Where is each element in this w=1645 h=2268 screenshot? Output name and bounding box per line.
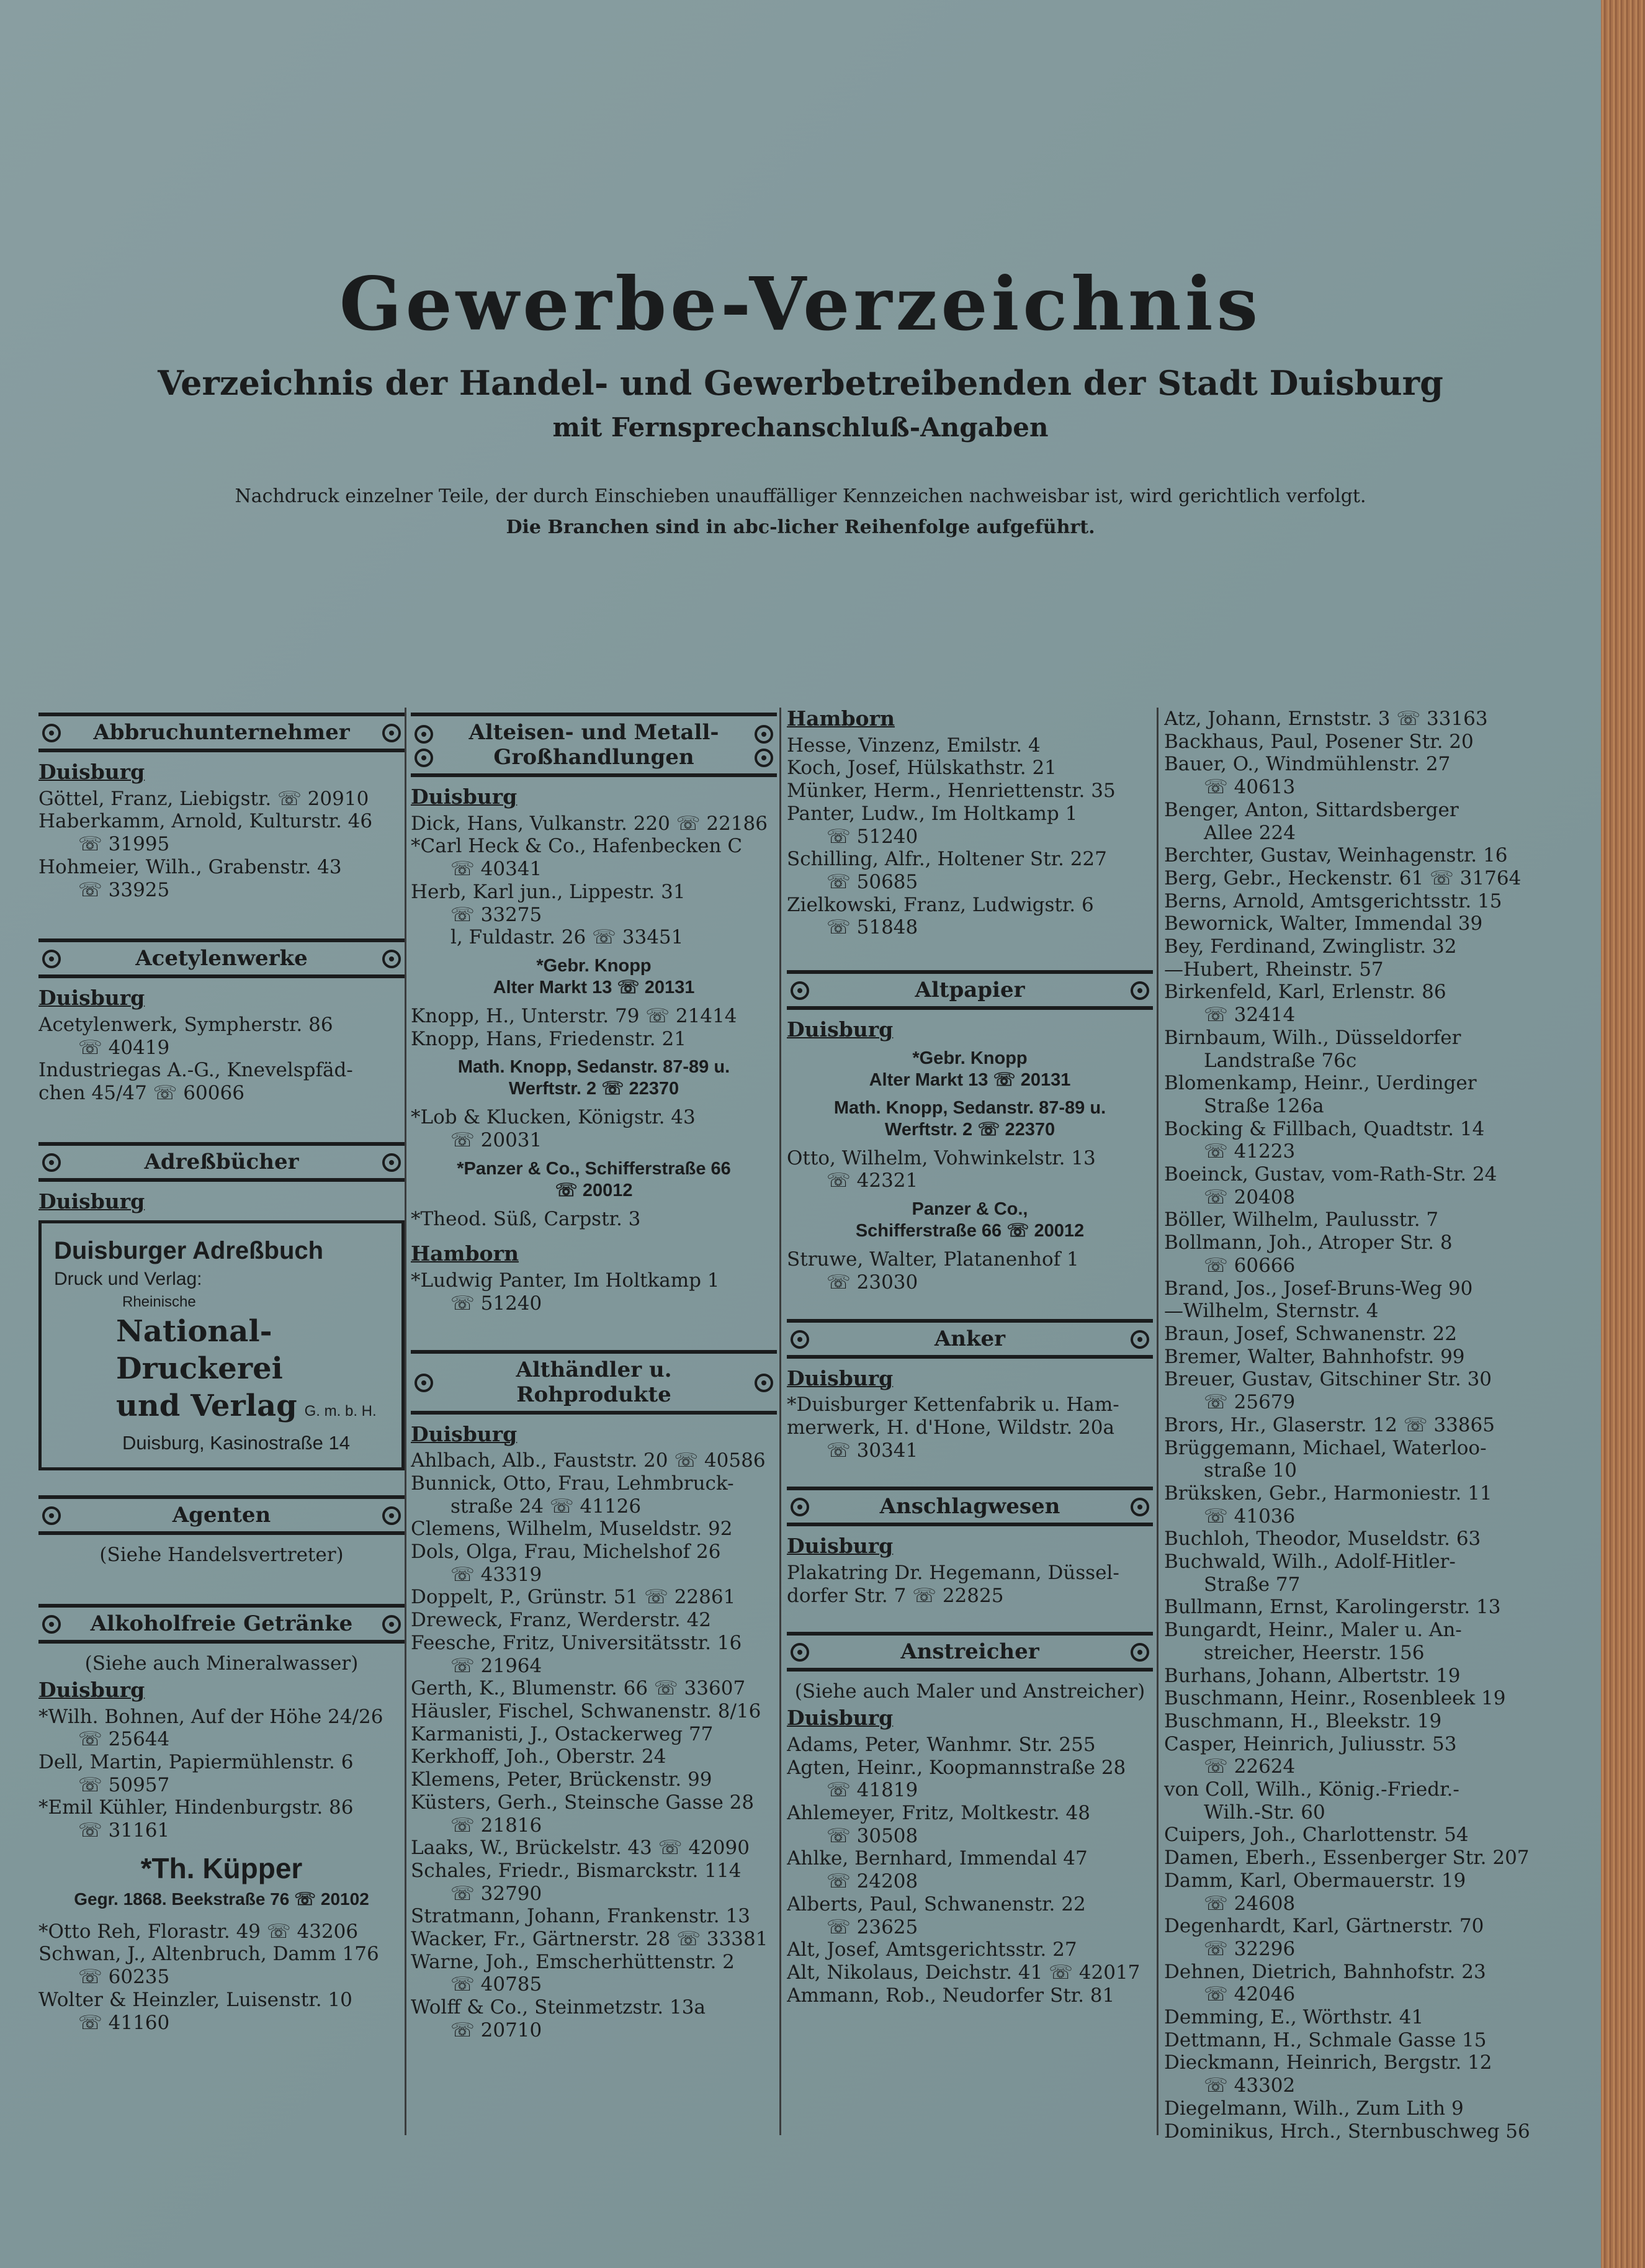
list-item: Dettmann, H., Schmale Gasse 15 xyxy=(1164,2028,1487,2051)
list-item: Allee 224 xyxy=(1204,821,1296,844)
list-item: Brüggemann, Michael, Waterloo- xyxy=(1164,1436,1487,1459)
ornament-icon xyxy=(415,749,433,767)
ad-line: Math. Knopp, Sedanstr. 87-89 u. xyxy=(457,1057,730,1078)
category-heading xyxy=(38,938,405,978)
list-item: ☏ 40419 xyxy=(78,1036,170,1059)
list-item: ☏ 41223 xyxy=(1204,1140,1296,1163)
list-item: chen 45/47 ☏ 60066 xyxy=(38,1082,244,1105)
list-item: Cuipers, Joh., Charlottenstr. 54 xyxy=(1164,1824,1469,1847)
list-item: Schilling, Alfr., Holtener Str. 227 xyxy=(787,848,1107,871)
list-item: ☏ 32414 xyxy=(1204,1004,1296,1027)
list-item: streicher, Heerstr. 156 xyxy=(1204,1641,1425,1664)
list-item: ☏ 51240 xyxy=(450,1292,542,1315)
list-item: Herb, Karl jun., Lippestr. 31 xyxy=(411,880,686,903)
list-item: Ahlbach, Alb., Fauststr. 20 ☏ 40586 xyxy=(411,1449,766,1472)
order-notice: Die Branchen sind in abc-licher Reihenfolge aufgeführt. xyxy=(506,516,1095,538)
list-item: Laaks, W., Brückelstr. 43 ☏ 42090 xyxy=(411,1837,750,1860)
list-item: Struwe, Walter, Platanenhof 1 xyxy=(787,1248,1079,1271)
list-item: ☏ 51240 xyxy=(827,825,918,848)
ornament-icon xyxy=(1131,1498,1149,1516)
list-item: Benger, Anton, Sittardsberger xyxy=(1164,798,1459,821)
list-item: Böller, Wilhelm, Paulusstr. 7 xyxy=(1164,1208,1439,1231)
list-item: Knopp, Hans, Friedenstr. 21 xyxy=(411,1027,686,1050)
list-item: Koch, Josef, Hülskathstr. 21 xyxy=(787,757,1057,780)
ornament-icon xyxy=(415,1374,433,1392)
ornament-icon xyxy=(382,1153,401,1172)
category-title: Anstreicher xyxy=(900,1639,1039,1665)
ornament-icon xyxy=(382,724,401,742)
list-item: Ammann, Rob., Neudorfer Str. 81 xyxy=(787,1984,1115,2007)
column-2 xyxy=(411,708,777,2042)
list-item: ☏ 50685 xyxy=(827,870,918,893)
category-heading xyxy=(411,1350,777,1415)
list-item: Dreweck, Franz, Werderstr. 42 xyxy=(411,1609,712,1632)
ad-line: *Panzer & Co., Schifferstraße 66 xyxy=(457,1158,731,1179)
list-item: Kerkhoff, Joh., Oberstr. 24 xyxy=(411,1745,666,1768)
list-item: ☏ 43319 xyxy=(450,1563,542,1586)
city-heading: Duisburg xyxy=(38,1677,145,1702)
copyright-notice: Nachdruck einzelner Teile, der durch Einschieben unauffälliger Kennzeichen nachweisbar ist, wird gerichtlich verfolgt. xyxy=(235,485,1366,507)
list-item: Feesche, Fritz, Universitätsstr. 16 xyxy=(411,1631,742,1654)
advertisement xyxy=(787,1097,1153,1141)
list-item: Bewornick, Walter, Immendal 39 xyxy=(1164,912,1483,935)
ad-line: Rheinische xyxy=(122,1294,196,1311)
page-subtitle-2: mit Fernsprechanschluß-Angaben xyxy=(552,412,1049,443)
list-item: *Wilh. Bohnen, Auf der Höhe 24/26 xyxy=(38,1705,383,1728)
list-item: ☏ 20031 xyxy=(450,1129,542,1152)
ad-line: Panzer & Co., xyxy=(912,1199,1028,1220)
ad-line: Druck und Verlag: xyxy=(54,1269,202,1290)
ornament-icon xyxy=(42,1153,61,1172)
list-item: *Lob & Klucken, Königstr. 43 xyxy=(411,1106,696,1129)
list-item: Braun, Josef, Schwanenstr. 22 xyxy=(1164,1322,1457,1345)
category-title: Alkoholfreie Getränke xyxy=(90,1611,353,1637)
column-divider xyxy=(779,708,781,2135)
category-heading xyxy=(787,1632,1153,1672)
ad-line: Alter Markt 13 ☏ 20131 xyxy=(869,1069,1071,1090)
list-item: Brand, Jos., Josef-Bruns-Weg 90 xyxy=(1164,1277,1473,1300)
list-item: Industriegas A.-G., Knevelspfäd- xyxy=(38,1059,353,1082)
list-item: *Ludwig Panter, Im Holtkamp 1 xyxy=(411,1269,720,1292)
ornament-icon xyxy=(791,981,809,1000)
list-item: Alt, Josef, Amtsgerichtsstr. 27 xyxy=(787,1938,1077,1961)
list-item: Panter, Ludw., Im Holtkamp 1 xyxy=(787,802,1078,825)
list-item: Burhans, Johann, Albertstr. 19 xyxy=(1164,1664,1461,1687)
category-heading xyxy=(787,970,1153,1010)
city-heading: Hamborn xyxy=(411,1241,519,1266)
list-item: Casper, Heinrich, Juliusstr. 53 xyxy=(1164,1732,1457,1755)
list-item: Zielkowski, Franz, Ludwigstr. 6 xyxy=(787,893,1094,916)
list-item: Buschmann, H., Bleekstr. 19 xyxy=(1164,1709,1442,1732)
list-item: Knopp, H., Unterstr. 79 ☏ 21414 xyxy=(411,1004,737,1027)
list-item: von Coll, Wilh., König.-Friedr.- xyxy=(1164,1778,1459,1801)
list-item: Birnbaum, Wilh., Düsseldorfer xyxy=(1164,1026,1461,1049)
advertisement xyxy=(411,1056,777,1100)
list-item: Bullmann, Ernst, Karolingerstr. 13 xyxy=(1164,1596,1501,1619)
ornament-icon xyxy=(1131,1643,1149,1662)
page-title: Gewerbe-Verzeichnis xyxy=(339,261,1262,347)
list-item: Damen, Eberh., Essenberger Str. 207 xyxy=(1164,1847,1530,1870)
list-item: ☏ 42321 xyxy=(827,1169,918,1192)
list-item: Schwan, J., Altenbruch, Damm 176 xyxy=(38,1943,379,1966)
list-item: Agten, Heinr., Koopmannstraße 28 xyxy=(787,1756,1126,1779)
list-item: Ahlke, Bernhard, Immendal 47 xyxy=(787,1847,1088,1870)
list-item: Acetylenwerk, Sympherstr. 86 xyxy=(38,1013,333,1036)
list-item: ☏ 31161 xyxy=(78,1819,170,1842)
list-item: ☏ 40613 xyxy=(1204,776,1296,799)
list-item: Bey, Ferdinand, Zwinglistr. 32 xyxy=(1164,935,1457,958)
list-item: Demming, E., Wörthstr. 41 xyxy=(1164,2006,1424,2029)
list-item: ☏ 60235 xyxy=(78,1966,170,1989)
category-heading xyxy=(411,713,777,777)
category-heading xyxy=(38,1495,405,1535)
list-item: Doppelt, P., Grünstr. 51 ☏ 22861 xyxy=(411,1586,736,1609)
list-item: merwerk, H. d'Hone, Wildstr. 20a xyxy=(787,1416,1114,1439)
ornament-icon xyxy=(1131,1330,1149,1349)
list-item: Bunnick, Otto, Frau, Lehmbruck- xyxy=(411,1472,734,1495)
list-item: ☏ 31995 xyxy=(78,833,170,856)
list-item: ☏ 32790 xyxy=(450,1882,542,1905)
category-title: Acetylenwerke xyxy=(135,946,308,971)
list-item: *Otto Reh, Florastr. 49 ☏ 43206 xyxy=(38,1920,359,1943)
ad-line: *Gebr. Knopp xyxy=(912,1048,1028,1068)
ad-line: Werftstr. 2 ☏ 22370 xyxy=(884,1119,1056,1140)
category-title: Altpapier xyxy=(915,978,1025,1003)
list-item: ☏ 30508 xyxy=(827,1824,918,1847)
list-item: Wolff & Co., Steinmetzstr. 13a xyxy=(411,1996,706,2019)
list-item: Atz, Johann, Ernststr. 3 ☏ 33163 xyxy=(1164,708,1488,730)
ad-line: ☏ 20012 xyxy=(555,1180,633,1200)
column-1 xyxy=(38,708,405,2034)
city-heading: Duisburg xyxy=(38,986,145,1010)
list-item: dorfer Str. 7 ☏ 22825 xyxy=(787,1584,1004,1607)
list-item: Alberts, Paul, Schwanenstr. 22 xyxy=(787,1892,1086,1915)
list-item: *Carl Heck & Co., Hafenbecken C xyxy=(411,835,743,858)
advertisement-name: *Th. Küpper xyxy=(140,1852,303,1884)
list-item: ☏ 60666 xyxy=(1204,1254,1296,1277)
list-item: Bocking & Fillbach, Quadtstr. 14 xyxy=(1164,1117,1485,1140)
list-item: Straße 126a xyxy=(1204,1094,1324,1117)
list-item: Birkenfeld, Karl, Erlenstr. 86 xyxy=(1164,981,1446,1004)
list-item: Bollmann, Joh., Atroper Str. 8 xyxy=(1164,1231,1453,1254)
list-item: Dehnen, Dietrich, Bahnhofstr. 23 xyxy=(1164,1960,1486,1983)
column-divider xyxy=(405,708,406,2135)
category-heading xyxy=(38,1142,405,1182)
list-item: ☏ 25644 xyxy=(78,1728,170,1751)
list-item: Karmanisti, J., Ostackerweg 77 xyxy=(411,1722,714,1745)
column-3 xyxy=(787,708,1153,2007)
list-item: Blomenkamp, Heinr., Uerdinger xyxy=(1164,1072,1477,1095)
list-item: ☏ 32296 xyxy=(1204,1937,1296,1960)
city-heading: Duisburg xyxy=(411,785,518,809)
cross-reference: (Siehe Handelsvertreter) xyxy=(99,1544,344,1567)
list-item: —Hubert, Rheinstr. 57 xyxy=(1164,958,1384,981)
list-item: Klemens, Peter, Brückenstr. 99 xyxy=(411,1768,712,1791)
list-item: Dieckmann, Heinrich, Bergstr. 12 xyxy=(1164,2051,1492,2074)
list-item: Warne, Joh., Emscherhüttenstr. 2 xyxy=(411,1950,735,1973)
list-item: ☏ 25679 xyxy=(1204,1391,1296,1414)
column-divider xyxy=(1157,708,1159,2135)
ornament-icon xyxy=(1131,981,1149,1000)
ad-line: *Gebr. Knopp xyxy=(536,955,652,976)
list-item: Wilh.-Str. 60 xyxy=(1204,1801,1325,1824)
category-title: Abbruchunternehmer xyxy=(93,720,350,745)
cross-reference: (Siehe auch Mineralwasser) xyxy=(84,1652,359,1675)
category-title: Adreßbücher xyxy=(144,1149,299,1174)
city-heading: Duisburg xyxy=(38,1189,145,1213)
list-item: Schales, Friedr., Bismarckstr. 114 xyxy=(411,1859,742,1882)
list-item: ☏ 23625 xyxy=(827,1915,918,1938)
city-heading: Duisburg xyxy=(787,1017,894,1042)
list-item: Hesse, Vinzenz, Emilstr. 4 xyxy=(787,734,1041,757)
list-item: ☏ 22624 xyxy=(1204,1755,1296,1778)
ornament-icon xyxy=(42,950,61,968)
list-item: Göttel, Franz, Liebigstr. ☏ 20910 xyxy=(38,787,369,810)
ad-line: Math. Knopp, Sedanstr. 87-89 u. xyxy=(833,1097,1106,1118)
list-item: ☏ 20710 xyxy=(450,2018,542,2041)
list-item: Backhaus, Paul, Posener Str. 20 xyxy=(1164,730,1474,753)
category-title: Alteisen- und Metall- xyxy=(468,720,719,745)
book-page-edge xyxy=(1601,0,1645,2268)
list-item: Dominikus, Hrch., Sternbuschweg 56 xyxy=(1164,2120,1530,2143)
list-item: Haberkamm, Arnold, Kulturstr. 46 xyxy=(38,810,373,833)
category-heading xyxy=(787,1319,1153,1359)
list-item: Bremer, Walter, Bahnhofstr. 99 xyxy=(1164,1345,1465,1368)
list-item: ☏ 41160 xyxy=(78,2011,170,2034)
list-item: Wolter & Heinzler, Luisenstr. 10 xyxy=(38,1988,352,2011)
page-subtitle: Verzeichnis der Handel- und Gewerbetreibenden der Stadt Duisburg xyxy=(158,363,1443,403)
column-4 xyxy=(1164,708,1586,2143)
ad-address: Duisburg, Kasinostraße 14 xyxy=(122,1432,351,1454)
list-item: Clemens, Wilhelm, Museldstr. 92 xyxy=(411,1518,733,1541)
list-item: ☏ 50957 xyxy=(78,1773,170,1796)
list-item: Münker, Herm., Henriettenstr. 35 xyxy=(787,780,1116,803)
ad-company: National-Druckerei xyxy=(116,1314,283,1387)
advertisement xyxy=(787,1048,1153,1091)
list-item: Adams, Peter, Wanhmr. Str. 255 xyxy=(787,1733,1096,1756)
advertisement-box xyxy=(38,1220,405,1470)
ornament-icon xyxy=(382,950,401,968)
ornament-icon xyxy=(42,1615,61,1634)
list-item: Brors, Hr., Glaserstr. 12 ☏ 33865 xyxy=(1164,1413,1495,1436)
list-item: *Theod. Süß, Carpstr. 3 xyxy=(411,1207,641,1230)
list-item: ☏ 40341 xyxy=(450,858,542,881)
category-title: Althändler u. Rohprodukte xyxy=(516,1357,672,1407)
list-item: ☏ 23030 xyxy=(827,1271,918,1294)
ad-company xyxy=(54,1387,389,1430)
list-item: Damm, Karl, Obermauerstr. 19 xyxy=(1164,1869,1466,1892)
list-item: Berg, Gebr., Heckenstr. 61 ☏ 31764 xyxy=(1164,866,1522,889)
ornament-icon xyxy=(42,724,61,742)
ornament-icon xyxy=(791,1643,809,1662)
ornament-icon xyxy=(755,1374,773,1392)
city-heading: Duisburg xyxy=(787,1706,894,1730)
list-item: Dick, Hans, Vulkanstr. 220 ☏ 22186 xyxy=(411,812,768,835)
ad-title: Duisburger Adreßbuch xyxy=(54,1237,324,1265)
ornament-icon xyxy=(415,725,433,744)
ornament-icon xyxy=(382,1506,401,1525)
list-item: Boeinck, Gustav, vom-Rath-Str. 24 xyxy=(1164,1163,1497,1186)
advertisement xyxy=(411,955,777,999)
list-item: Buchloh, Theodor, Museldstr. 63 xyxy=(1164,1528,1481,1550)
list-item: straße 24 ☏ 41126 xyxy=(450,1495,642,1518)
category-heading xyxy=(787,1487,1153,1526)
list-item: ☏ 20408 xyxy=(1204,1186,1296,1208)
list-item: Plakatring Dr. Hegemann, Düssel- xyxy=(787,1562,1119,1585)
list-item: Dols, Olga, Frau, Michelshof 26 xyxy=(411,1541,721,1564)
ad-line: Alter Markt 13 ☏ 20131 xyxy=(493,977,695,997)
advertisement-details: Gegr. 1868. Beekstraße 76 ☏ 20102 xyxy=(74,1889,369,1909)
list-item: Breuer, Gustav, Gitschiner Str. 30 xyxy=(1164,1368,1492,1391)
list-item: ☏ 30341 xyxy=(827,1439,918,1462)
list-item: ☏ 24608 xyxy=(1204,1892,1296,1915)
city-heading: Duisburg xyxy=(787,1366,894,1390)
list-item: straße 10 xyxy=(1204,1459,1298,1482)
header xyxy=(0,261,1601,541)
list-item: Bauer, O., Windmühlenstr. 27 xyxy=(1164,753,1451,776)
ad-company-suffix: G. m. b. H. xyxy=(304,1403,377,1420)
list-item: —Wilhelm, Sternstr. 4 xyxy=(1164,1300,1379,1323)
list-item: ☏ 41819 xyxy=(827,1779,918,1802)
list-item: *Emil Kühler, Hindenburgstr. 86 xyxy=(38,1796,354,1819)
ornament-icon xyxy=(42,1506,61,1525)
list-item: Wacker, Fr., Gärtnerstr. 28 ☏ 33381 xyxy=(411,1928,768,1951)
list-item: *Duisburger Kettenfabrik u. Ham- xyxy=(787,1393,1119,1416)
list-item: ☏ 43302 xyxy=(1204,2074,1296,2097)
category-title: Anker xyxy=(934,1326,1006,1351)
list-item: Brüksken, Gebr., Harmoniestr. 11 xyxy=(1164,1482,1492,1505)
category-title: Agenten xyxy=(172,1503,271,1528)
city-heading: Duisburg xyxy=(411,1421,518,1446)
list-item: Buschmann, Heinr., Rosenbleek 19 xyxy=(1164,1687,1506,1710)
list-item: ☏ 33275 xyxy=(450,903,542,926)
list-item: Otto, Wilhelm, Vohwinkelstr. 13 xyxy=(787,1146,1096,1169)
list-item: ☏ 21964 xyxy=(450,1654,542,1677)
list-item: Berns, Arnold, Amtsgerichtsstr. 15 xyxy=(1164,889,1502,912)
ad-line: Werftstr. 2 ☏ 22370 xyxy=(508,1079,679,1099)
list-item: ☏ 33925 xyxy=(78,878,170,901)
list-item: Landstraße 76c xyxy=(1204,1049,1357,1072)
list-item: ☏ 24208 xyxy=(827,1870,918,1893)
category-title: Anschlagwesen xyxy=(879,1494,1060,1519)
list-item: Diegelmann, Wilh., Zum Lith 9 xyxy=(1164,2097,1464,2120)
ornament-icon xyxy=(382,1615,401,1634)
list-item: ☏ 51848 xyxy=(827,916,918,939)
ornament-icon xyxy=(791,1330,809,1349)
city-heading: Hamborn xyxy=(787,706,895,731)
city-heading: Duisburg xyxy=(38,760,145,784)
ornament-icon xyxy=(791,1498,809,1516)
list-item: Küsters, Gerh., Steinsche Gasse 28 xyxy=(411,1791,755,1814)
list-item: Degenhardt, Karl, Gärtnerstr. 70 xyxy=(1164,1915,1484,1938)
list-item: ☏ 41036 xyxy=(1204,1505,1296,1528)
advertisement xyxy=(411,1158,777,1202)
list-item: ☏ 40785 xyxy=(450,1973,542,1996)
category-heading xyxy=(38,1604,405,1644)
list-item: Alt, Nikolaus, Deichstr. 41 ☏ 42017 xyxy=(787,1961,1141,1984)
city-heading: Duisburg xyxy=(787,1534,894,1559)
list-item: Stratmann, Johann, Frankenstr. 13 xyxy=(411,1905,750,1928)
list-item: Berchter, Gustav, Weinhagenstr. 16 xyxy=(1164,844,1508,867)
list-item: Straße 77 xyxy=(1204,1573,1301,1596)
list-item: Dell, Martin, Papiermühlenstr. 6 xyxy=(38,1750,354,1773)
ornament-icon xyxy=(755,725,773,744)
ornament-icon xyxy=(755,749,773,767)
list-item: l, Fuldastr. 26 ☏ 33451 xyxy=(450,926,684,949)
list-item: Buchwald, Wilh., Adolf-Hitler- xyxy=(1164,1550,1456,1573)
cross-reference: (Siehe auch Maler und Anstreicher) xyxy=(794,1680,1145,1703)
list-item: Gerth, K., Blumenstr. 66 ☏ 33607 xyxy=(411,1677,746,1700)
list-item: Hohmeier, Wilh., Grabenstr. 43 xyxy=(38,855,342,878)
list-item: Bungardt, Heinr., Maler u. An- xyxy=(1164,1619,1462,1642)
ad-line: Schifferstraße 66 ☏ 20012 xyxy=(855,1221,1085,1241)
list-item: Ahlemeyer, Fritz, Moltkestr. 48 xyxy=(787,1801,1090,1824)
category-title: Großhandlungen xyxy=(493,745,694,770)
category-heading xyxy=(38,713,405,752)
list-item: Häusler, Fischel, Schwanenstr. 8/16 xyxy=(411,1699,761,1722)
ad-company-part: und Verlag xyxy=(116,1388,297,1424)
advertisement xyxy=(787,1199,1153,1242)
list-item: ☏ 21816 xyxy=(450,1814,542,1837)
list-item: ☏ 42046 xyxy=(1204,1983,1296,2006)
